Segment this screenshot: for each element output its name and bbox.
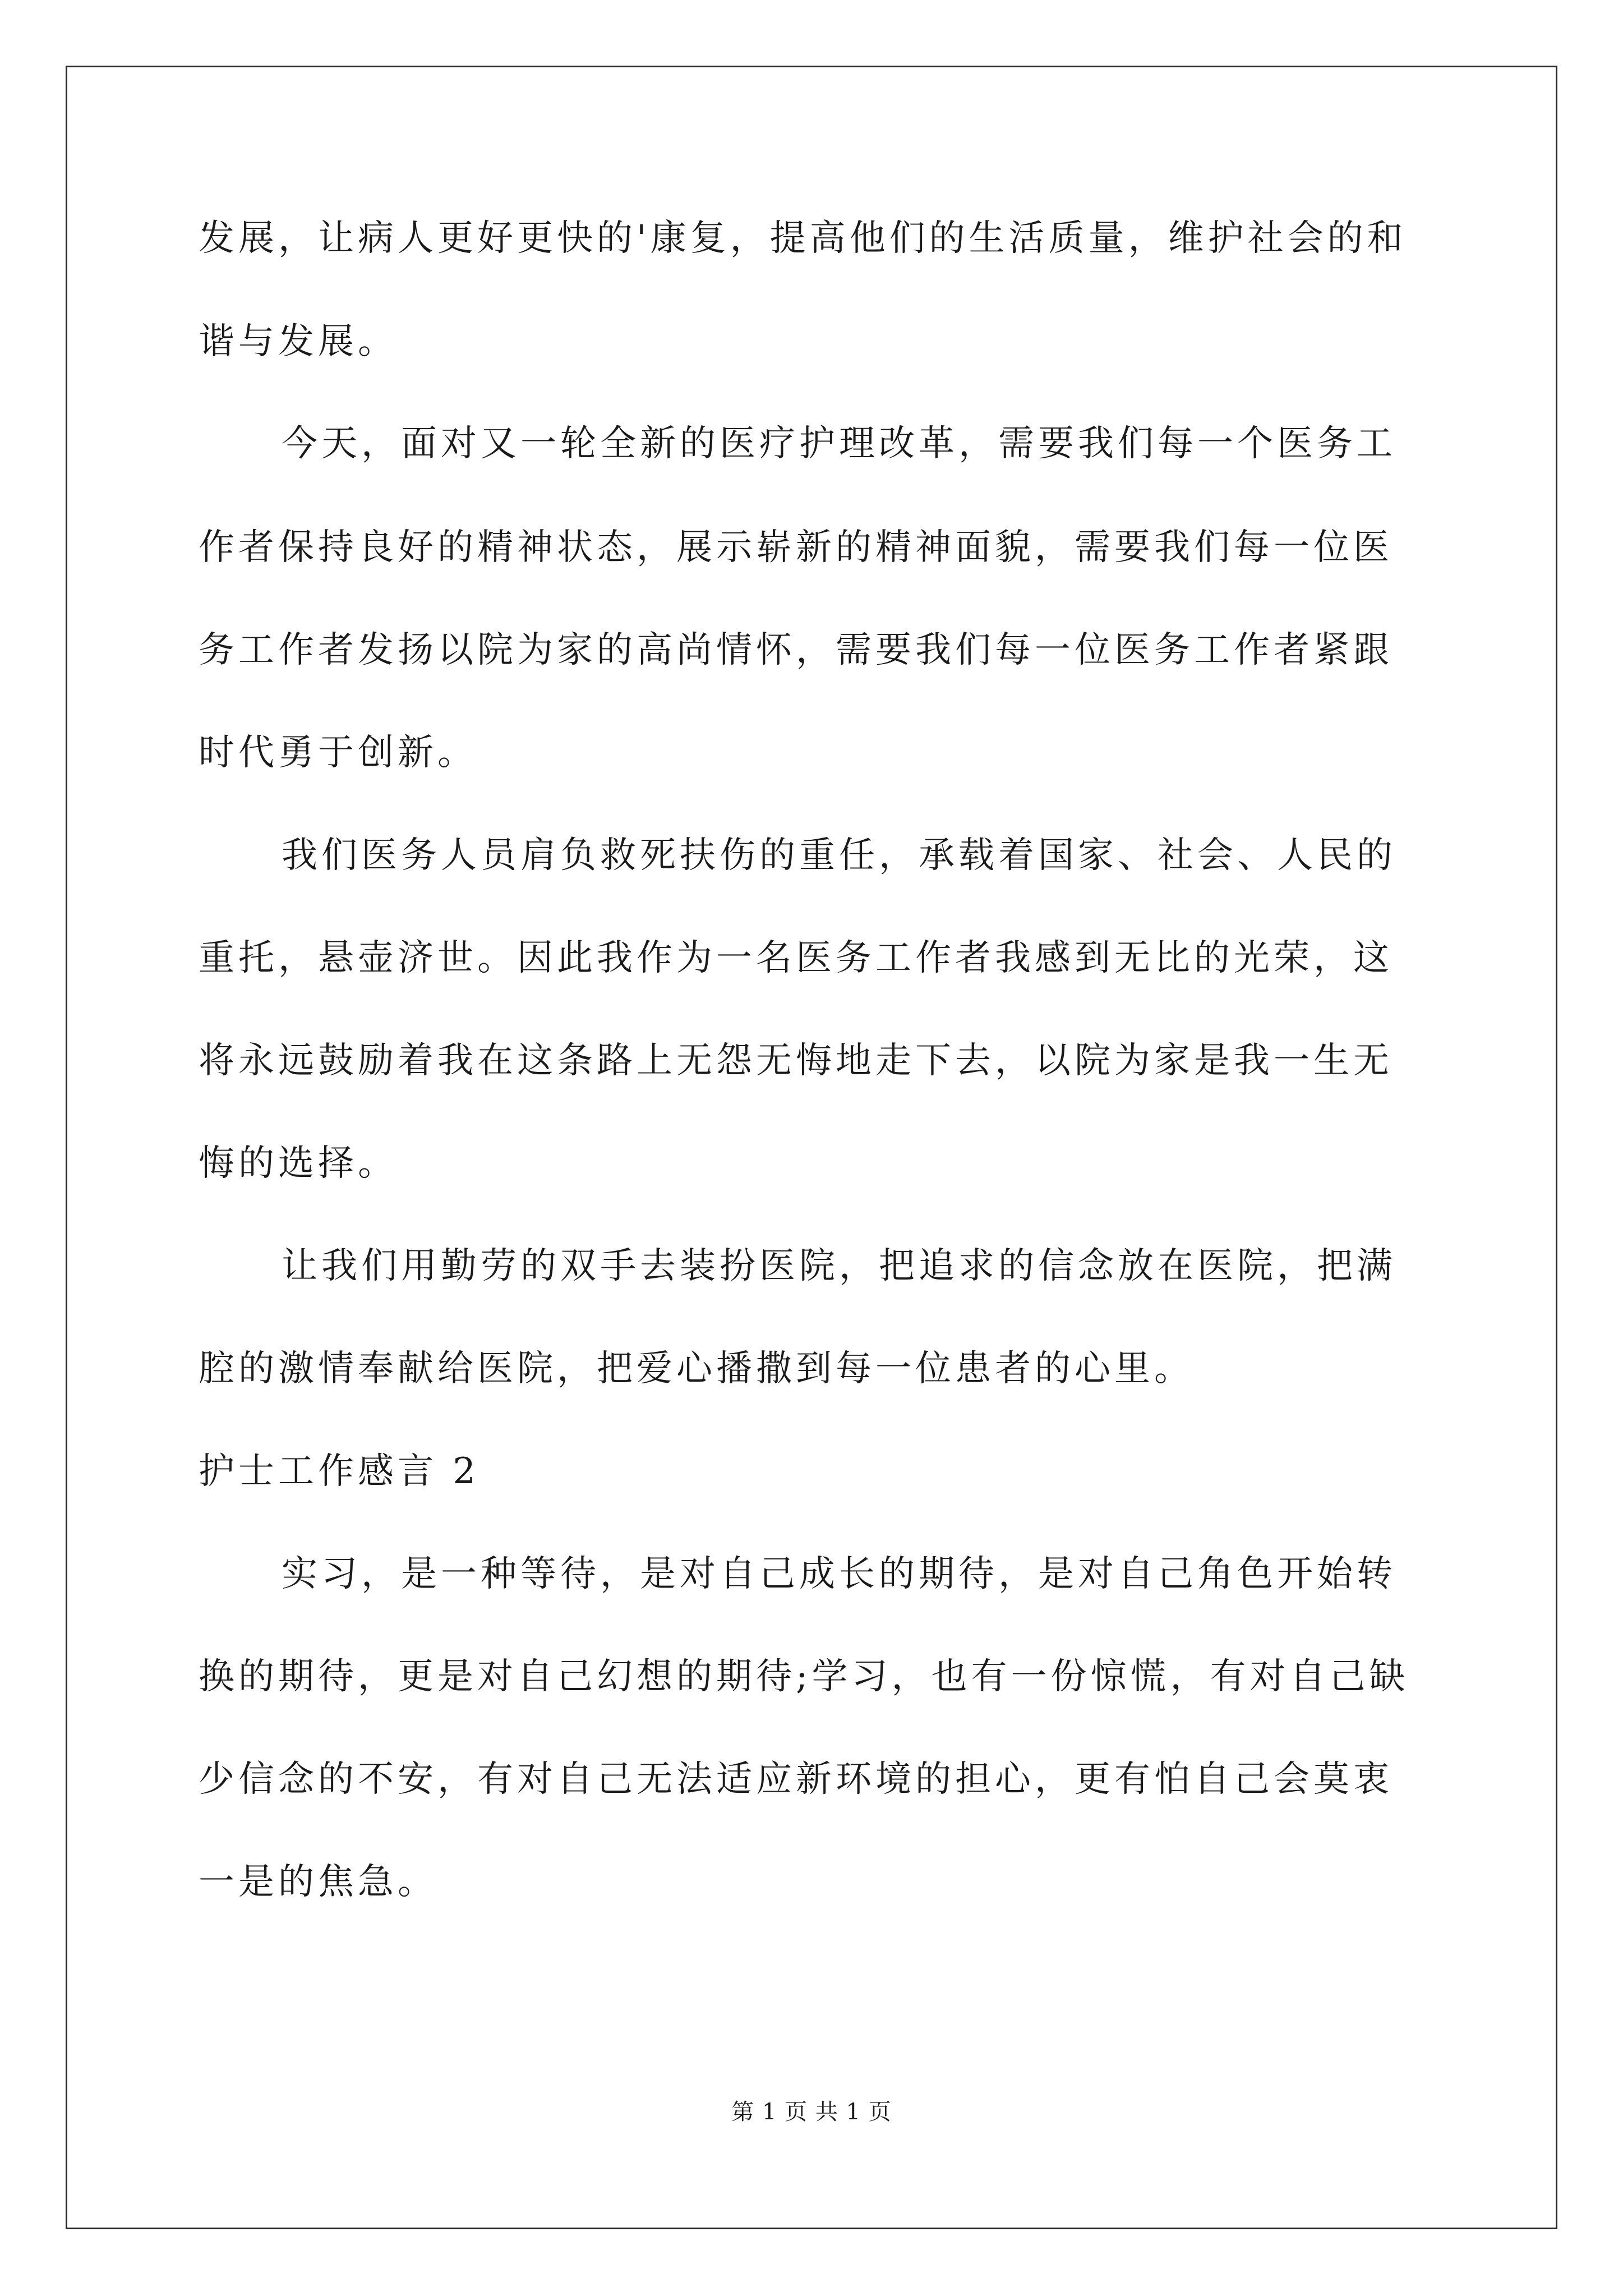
- paragraph-first-line: 我们医务人员肩负救死扶伤的重任，承载着国家、社会、人民的: [282, 835, 1396, 876]
- body-line: 作者保持良好的精神状态，展示崭新的精神面貌，需要我们每一位医: [199, 527, 1393, 568]
- paragraph-first-line: 实习，是一种等待，是对自己成长的期待，是对自己角色开始转: [282, 1553, 1396, 1595]
- body-line: 一是的焦急。: [199, 1861, 437, 1903]
- page-number-footer: 第 1 页 共 1 页: [731, 2099, 892, 2125]
- body-line: 重托，悬壶济世。因此我作为一名医务工作者我感到无比的光荣，这: [199, 937, 1393, 979]
- body-line: 腔的激情奉献给医院，把爱心播撒到每一位患者的心里。: [199, 1348, 1194, 1389]
- body-line: 换的期待，更是对自己幻想的期待;学习，也有一份惊慌，有对自己缺: [199, 1656, 1409, 1697]
- body-line: 悔的选择。: [199, 1143, 398, 1184]
- body-line: 谐与发展。: [199, 321, 398, 362]
- body-line: 少信念的不安，有对自己无法适应新环境的担心，更有怕自己会莫衷: [199, 1759, 1393, 1800]
- body-line: 发展，让病人更好更快的'康复，提高他们的生活质量，维护社会的和: [199, 218, 1407, 259]
- paragraph-first-line: 今天，面对又一轮全新的医疗护理改革，需要我们每一个医务工: [282, 423, 1396, 464]
- section-heading: 护士工作感言 2: [199, 1451, 480, 1492]
- body-line: 务工作者发扬以院为家的高尚情怀，需要我们每一位医务工作者紧跟: [199, 629, 1393, 671]
- body-line: 将永远鼓励着我在这条路上无怨无悔地走下去，以院为家是我一生无: [199, 1040, 1393, 1082]
- paragraph-first-line: 让我们用勤劳的双手去装扮医院，把追求的信念放在医院，把满: [282, 1245, 1396, 1287]
- body-line: 时代勇于创新。: [199, 732, 477, 774]
